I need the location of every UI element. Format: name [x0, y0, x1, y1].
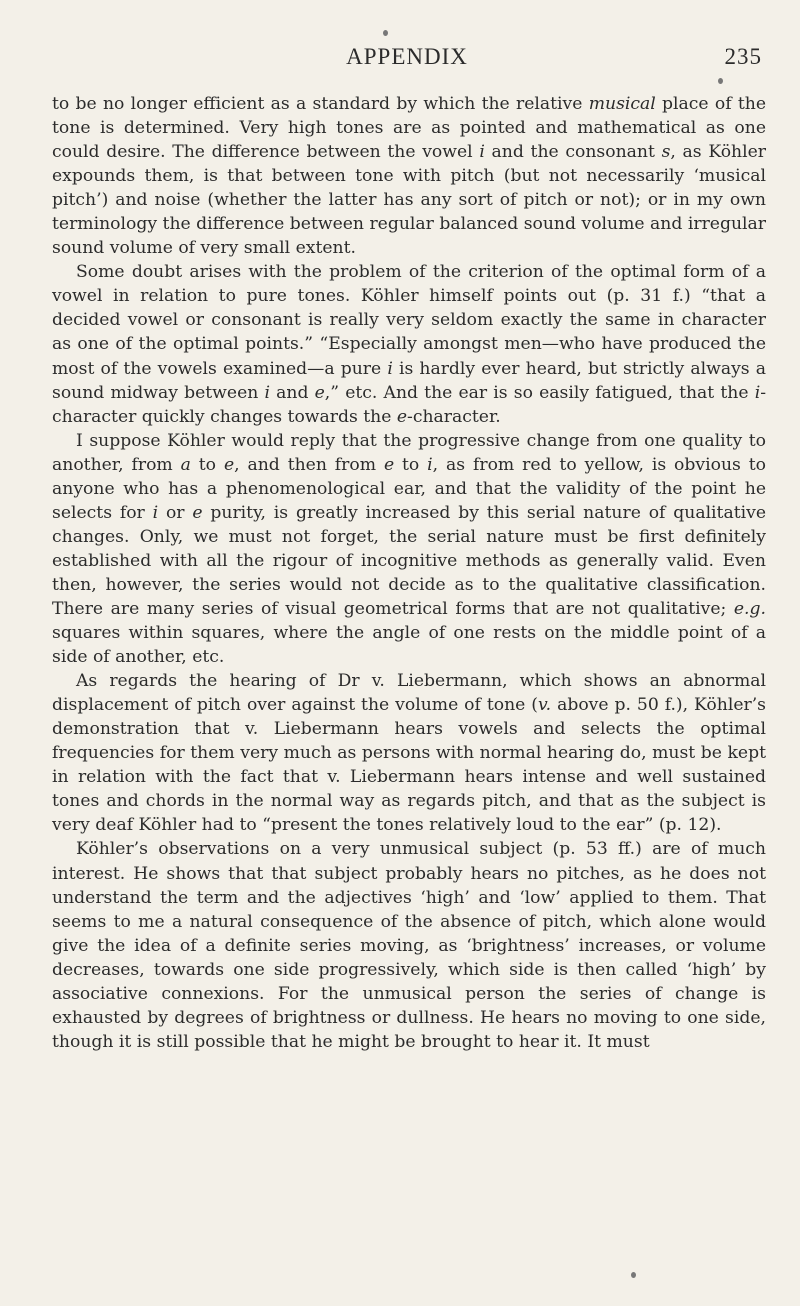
text-run: , as Köhler expounds them, is that between tone with pitch (but not necessarily ‘musical pitch’) and noise (whether the latter has any sort of pitch or not); or in my own terminology the difference between regular balanced sound volume and irregular sound volume of very small extent. [52, 142, 766, 259]
italic-text: a [180, 454, 191, 475]
text-run: and [269, 382, 315, 403]
italic-text: i [754, 382, 761, 403]
paragraph [52, 429, 766, 669]
text-run: above p. 50 f.), Köhler’s demonstration that v. Liebermann hears vowels and selects the optimal frequencies for them very much as persons with normal hearing do, must be kept in relation with the fact that v. Liebermann hears intense and well sustained tones and chords in the normal way as regards pitch, and that as the subject is very deaf Köhler had to “present the tones relatively loud to the ear” (p. 12). [52, 695, 766, 836]
text-run: or [158, 502, 193, 523]
text-run: Some doubt arises with the problem of the criterion of the optimal form of a vowel in relation to pure tones. Köhler himself points out (p. 31 f.) “that a decided vowel or consonant is really very seldom exactly the same in character as one of the optimal points.” “Especially amongst men—who have produced the most of the vowels examined—a pure [52, 262, 766, 379]
text-run: As regards the hearing of Dr v. Liebermann, which shows an abnormal displacement of pitch over against the volume of tone ( [52, 671, 766, 716]
italic-text: i [264, 382, 270, 403]
text-run: Köhler’s observations on a very unmusical subject (p. 53 ff.) are of much interest. He shows that that subject probably hears no pitches, as he does not understand the term and the adjectives ‘high’ and ‘low’ applied to them. That seems to me a natural consequence of the absence of pitch, which alone would give the idea of a definite series moving, as ‘brightness’ increases, or volume decreases, towards one side progressively, which side is then called ‘high’ by associative connexions. For the unmusical person the series of change is exhausted by degrees of brightness or dullness. He hears no moving to one side, though it is still possible that he might be brought to hear it. It must [52, 839, 766, 1052]
italic-text: e [223, 454, 235, 475]
text-run: , as from red to yellow, is obvious to anyone who has a phenomenological ear, and that the validity of the point he selects for [52, 454, 766, 523]
italic-text: e [383, 454, 395, 475]
italic-text: i [152, 502, 159, 523]
text-run: -character quickly changes towards the [52, 382, 766, 427]
text-run: to be no longer efficient as a standard by which the relative [52, 94, 589, 114]
italic-text: e [314, 382, 325, 403]
paragraph [52, 92, 766, 260]
italic-text: i [387, 358, 393, 379]
italic-text: s [661, 142, 671, 163]
text-run: , and then from [234, 454, 384, 475]
printing-speck [718, 78, 723, 84]
running-header [52, 44, 762, 72]
paragraph [52, 837, 766, 1053]
body-text [52, 92, 766, 1054]
italic-text: musical [588, 94, 656, 114]
text-run: to [190, 454, 224, 475]
text-run: to [394, 454, 428, 475]
text-run: I suppose Köhler would reply that the progressive change from one quality to another, from [52, 430, 766, 475]
printing-speck [383, 30, 388, 36]
italic-text: i [479, 142, 485, 163]
italic-text: e.g. [733, 598, 766, 619]
italic-text: i [427, 454, 433, 475]
text-run: purity, is greatly increased by this serial nature of qualitative changes. Only, we must not forget, the serial nature must be first definitely established with all the rigour of incognitive methods as generally valid. Even then, however, the series would not decide as to the qualitative classification. There are many series of visual geometrical forms that are not qualitative; [52, 502, 766, 619]
paragraph [52, 260, 766, 428]
italic-text: e [396, 406, 408, 427]
text-run: is hardly ever heard, but strictly always a sound midway between [52, 358, 766, 403]
text-run: ,” etc. And the ear is so easily fatigued, that the [324, 382, 755, 403]
italic-text: e [192, 502, 203, 523]
printing-speck [631, 1272, 636, 1278]
italic-text: v. [537, 695, 552, 716]
text-run: and the consonant [484, 142, 662, 163]
header-title: APPENDIX [346, 44, 468, 69]
text-run: -character. [407, 406, 501, 427]
text-run: place of the tone is determined. Very high tones are as pointed and mathematical as one could desire. The difference between the vowel [52, 94, 766, 163]
page-number: 235 [724, 44, 762, 69]
paragraph [52, 669, 766, 837]
text-run: squares within squares, where the angle of one rests on the middle point of a side of another, etc. [52, 623, 766, 668]
